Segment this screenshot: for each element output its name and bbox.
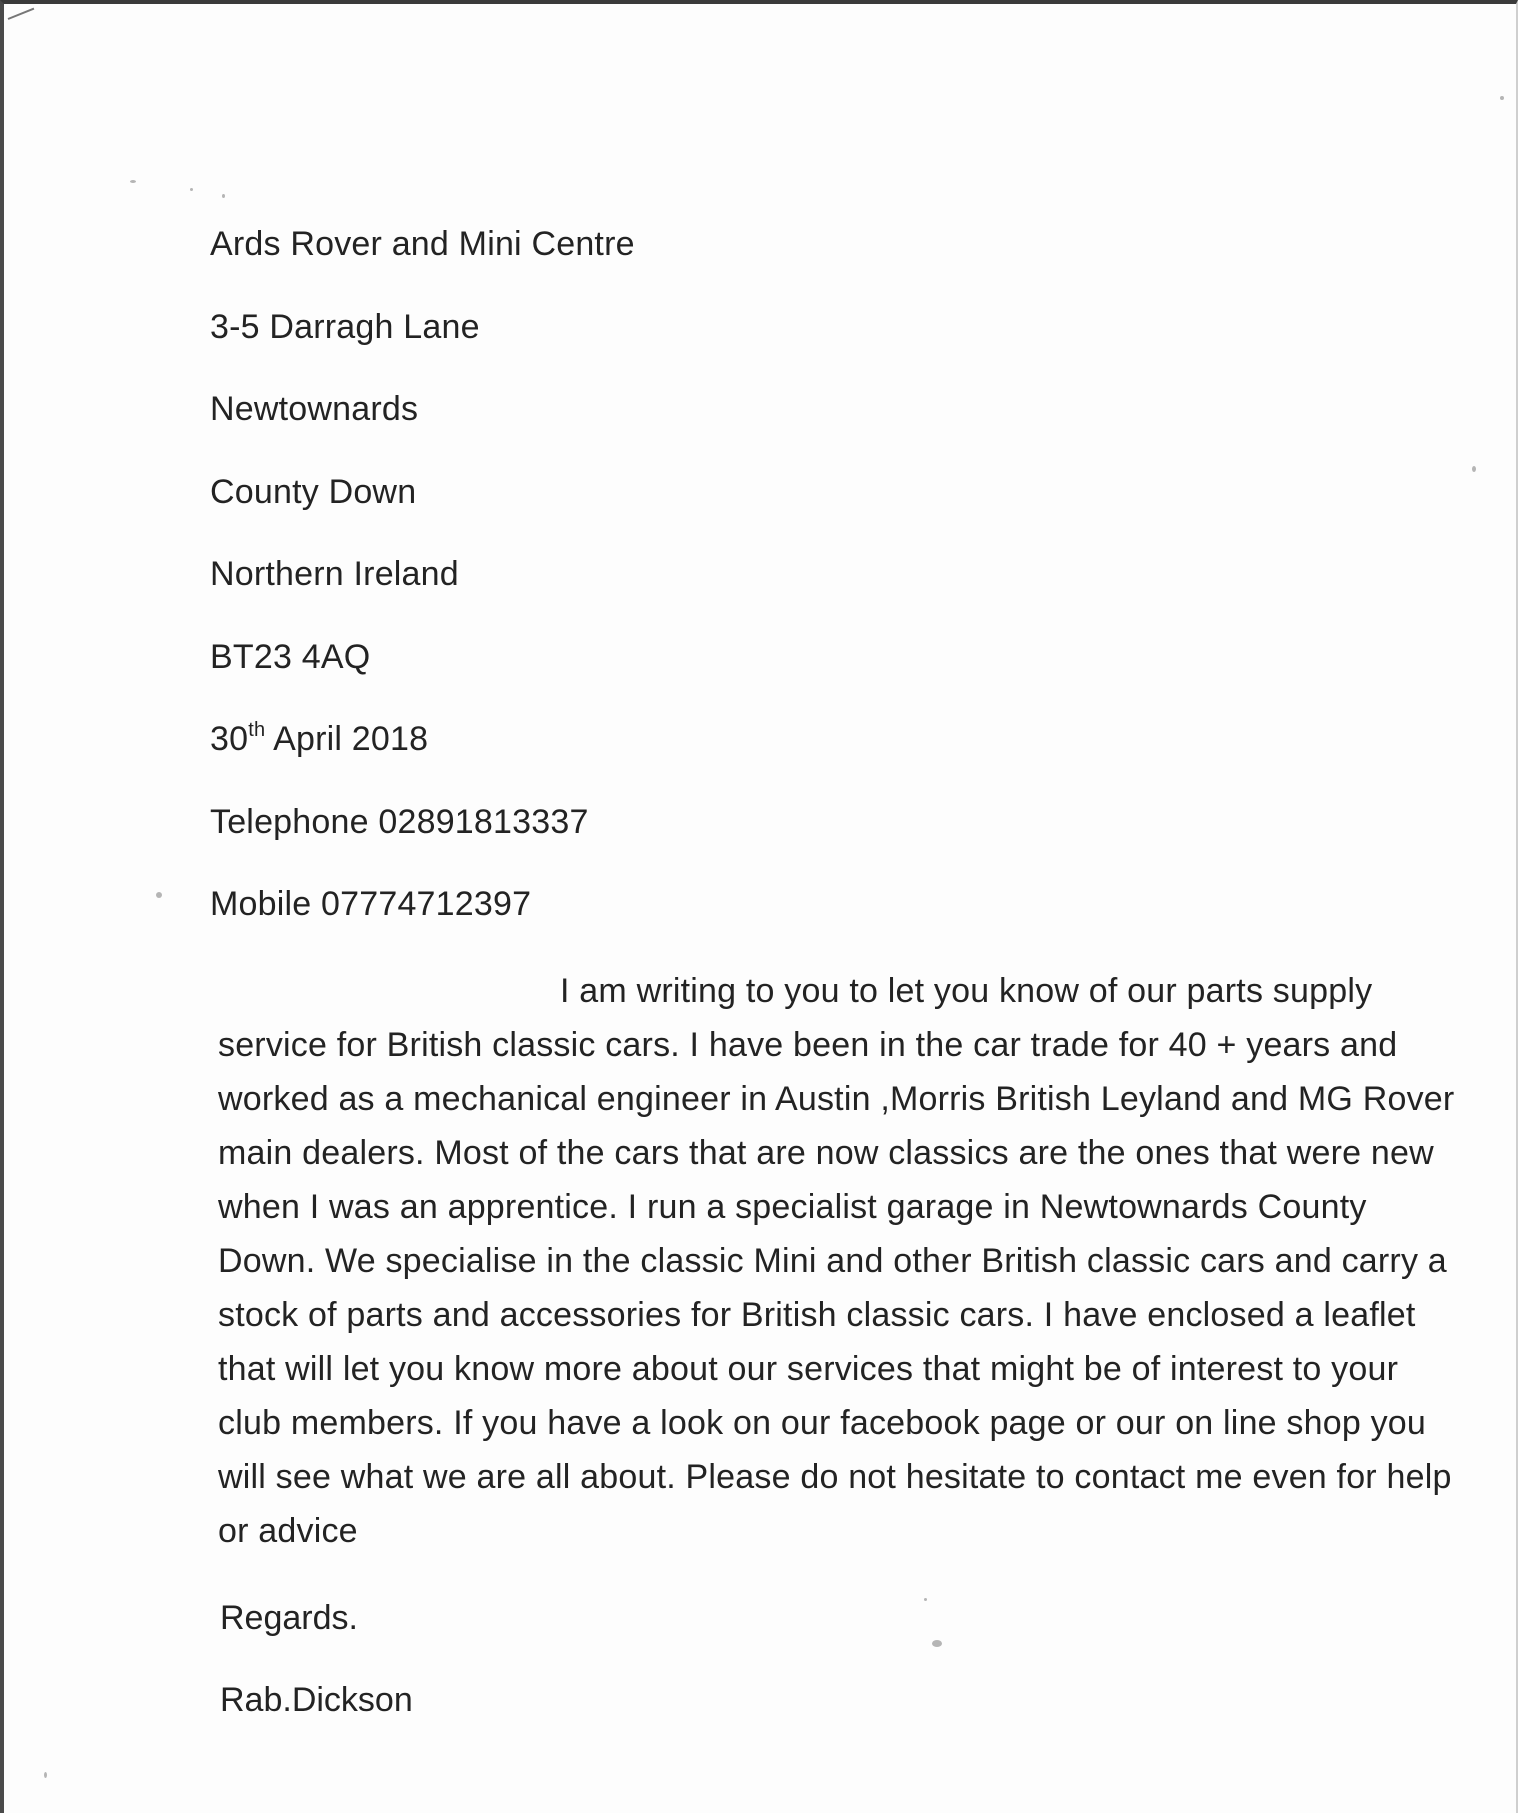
- date-month-year: April 2018: [273, 720, 429, 758]
- date-suffix: th: [248, 719, 266, 741]
- scan-speck: [1500, 96, 1504, 100]
- address-line-company: Ards Rover and Mini Centre: [210, 225, 635, 263]
- scan-speck: [932, 1640, 942, 1647]
- telephone-line: Telephone 02891813337: [210, 803, 589, 841]
- scan-speck: [924, 1598, 927, 1601]
- scan-speck: [156, 892, 162, 898]
- scan-speck: [130, 180, 136, 183]
- mobile-line: Mobile 07774712397: [210, 885, 532, 923]
- closing-regards: Regards.: [220, 1599, 358, 1637]
- scan-speck: [190, 188, 193, 191]
- address-line-country: Northern Ireland: [210, 555, 459, 593]
- address-line-county: County Down: [210, 473, 417, 511]
- letter-date: [210, 719, 428, 759]
- letter-body: I am writing to you to let you know of our parts supply service for British classic cars. I have been in the car trade for 40 + years and worked as a mechanical engineer in Austin ,Morris British Leyland and MG Rover main dealers. Most of the cars that are now classics are the ones that were new when I was an apprentice. I run a specialist garage in Newtownards County Down. We specialise in the classic Mini and other British classic cars and carry a stock of parts and accessories for British classic cars. I have enclosed a leaflet that will let you know more about our services that might be of interest to your club members. If you have a look on our facebook page or our on line shop you will see what we are all about. Please do not hesitate to contact me even for help or advice: [218, 972, 1455, 1550]
- scan-corner-mark: [8, 8, 35, 20]
- date-day: 30: [210, 720, 249, 758]
- address-line-postcode: BT23 4AQ: [210, 638, 371, 676]
- address-line-town: Newtownards: [210, 390, 419, 428]
- signature-name: Rab.Dickson: [220, 1681, 413, 1719]
- scan-speck: [222, 194, 225, 198]
- scan-speck: [1472, 466, 1476, 472]
- scan-speck: [44, 1772, 47, 1778]
- address-line-street: 3-5 Darragh Lane: [210, 308, 480, 346]
